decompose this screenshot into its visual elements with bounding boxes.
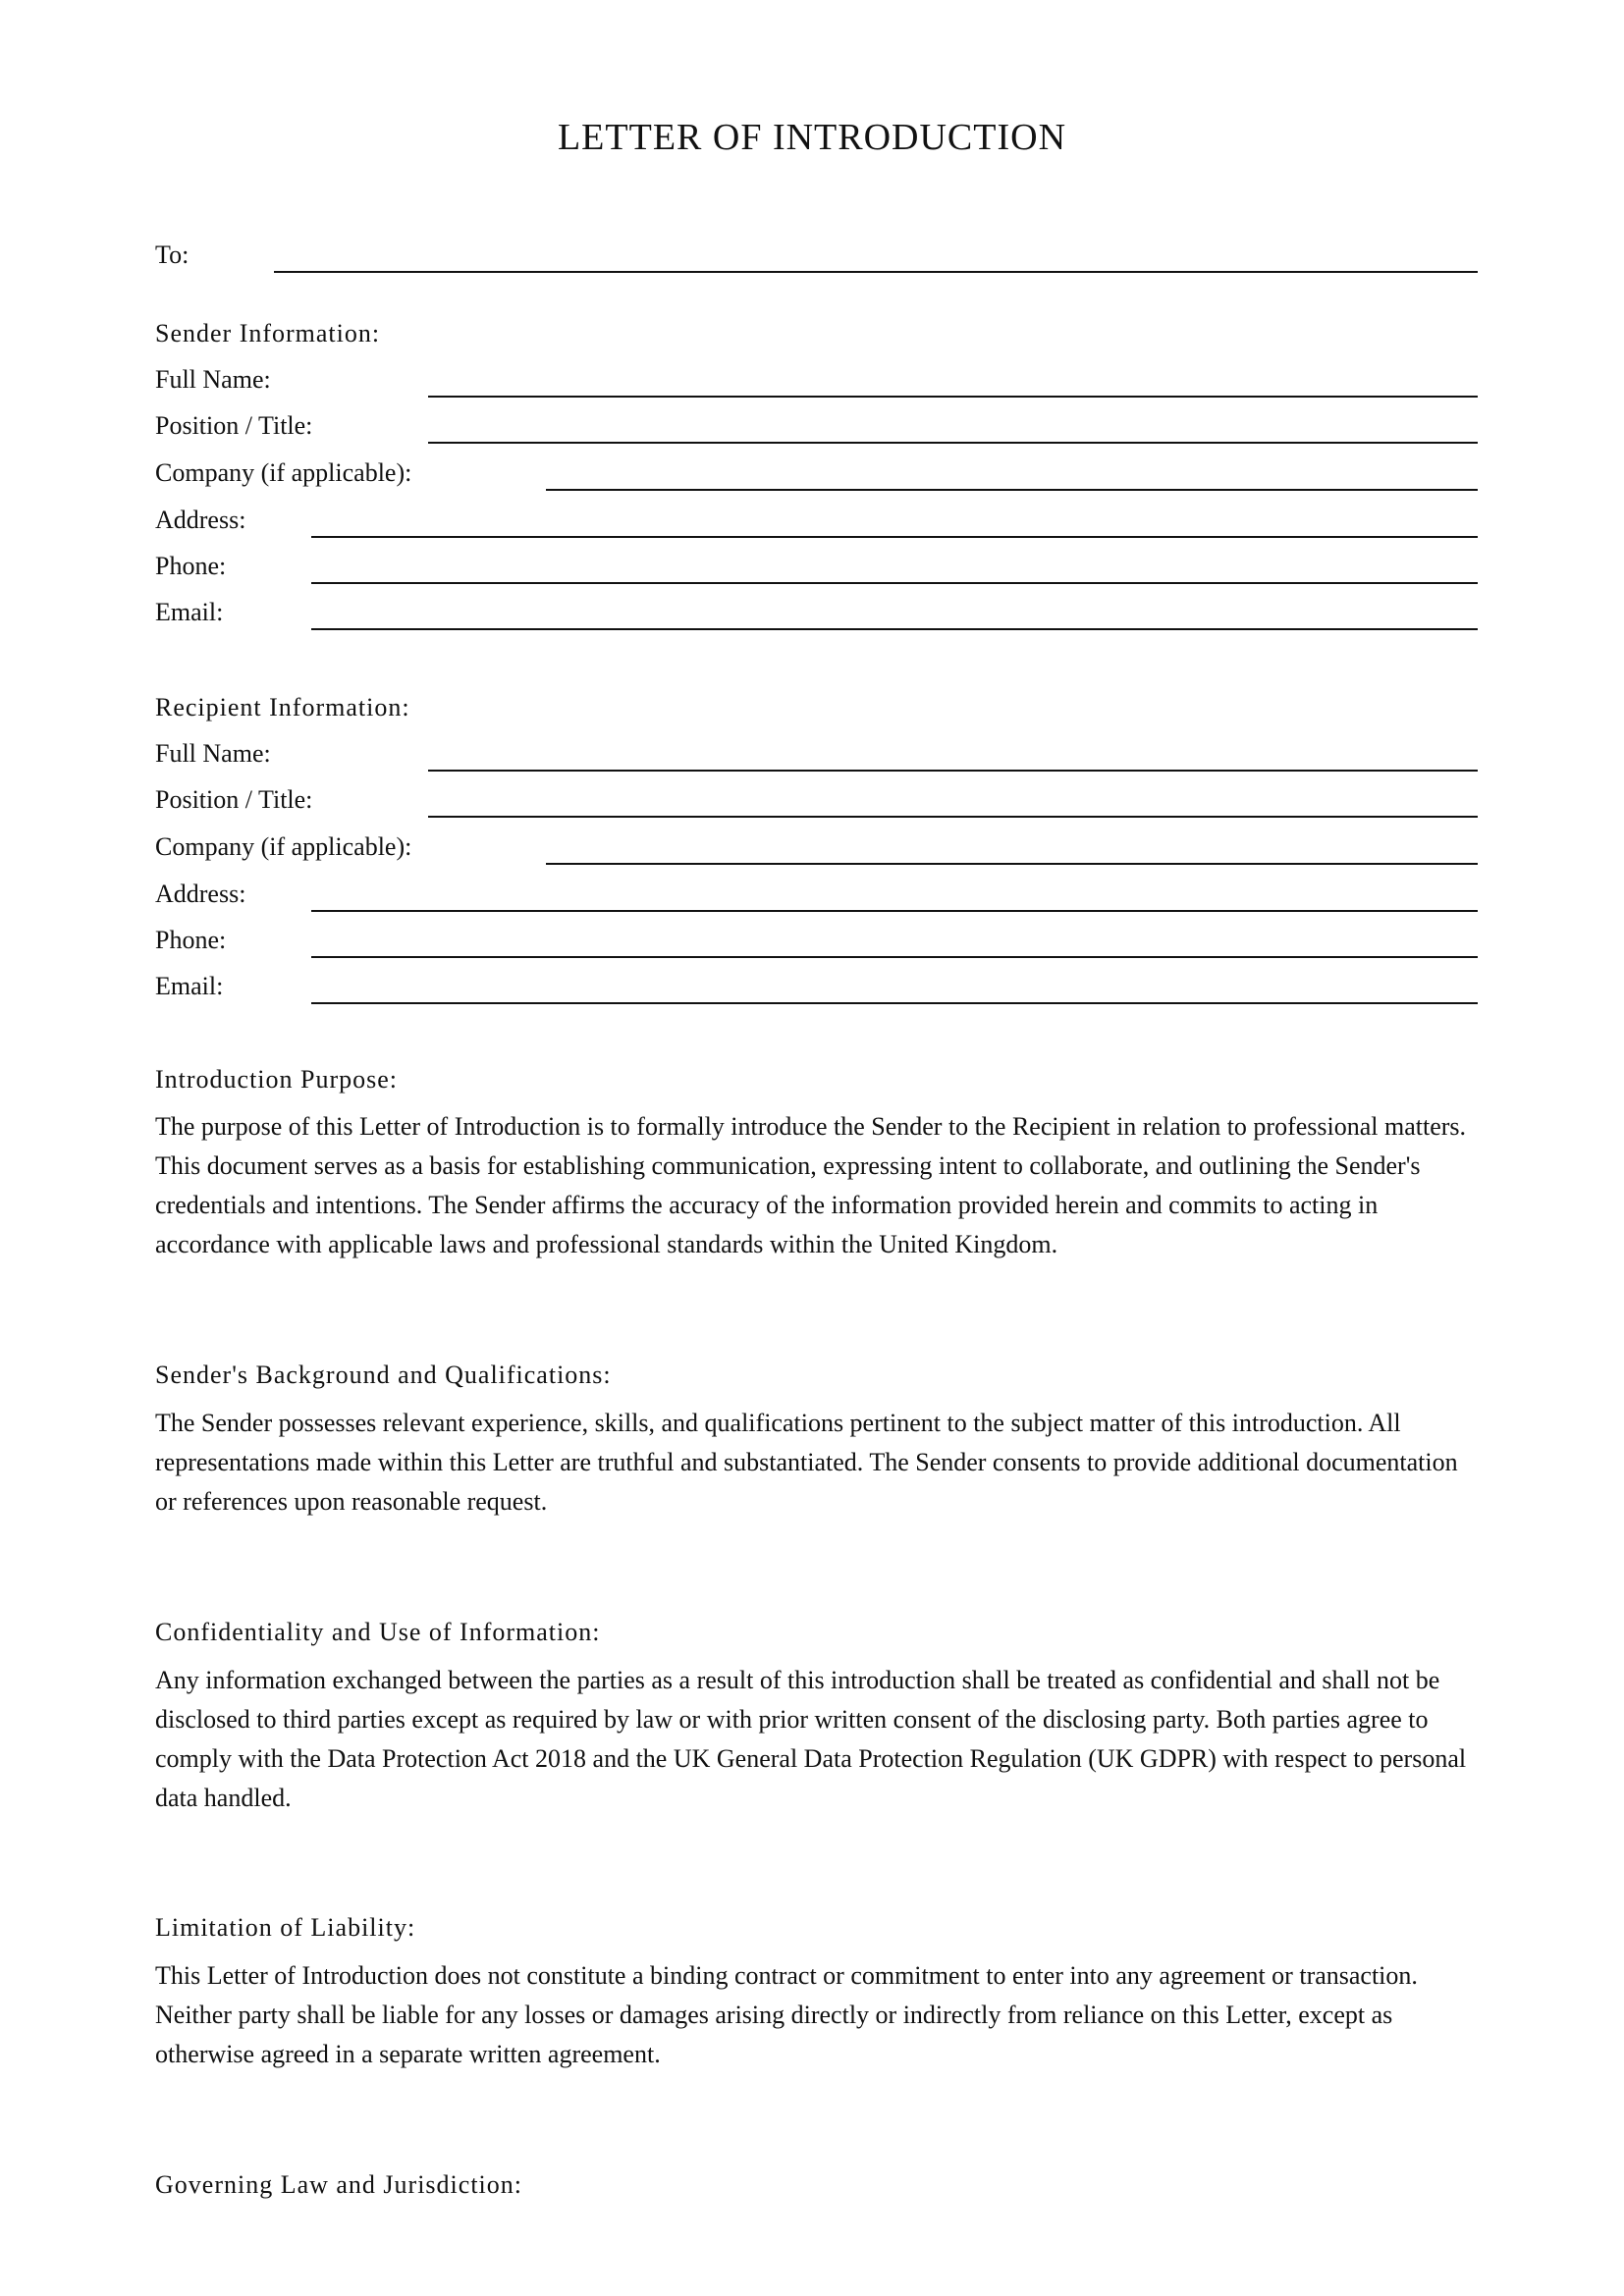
to-label: To: xyxy=(155,240,189,269)
sender-full-name-label: Full Name: xyxy=(155,365,271,394)
recipient-email-field[interactable] xyxy=(155,970,1478,1009)
recipient-address-field[interactable] xyxy=(155,878,1478,917)
sender-email-input-line[interactable] xyxy=(311,628,1478,630)
document-title: LETTER OF INTRODUCTION xyxy=(557,117,1067,158)
recipient-info-heading: Recipient Information: xyxy=(155,693,410,721)
sender-email-field[interactable] xyxy=(155,596,1478,635)
sender-info-heading: Sender Information: xyxy=(155,319,381,347)
recipient-address-label: Address: xyxy=(155,880,246,908)
sender-position-field[interactable] xyxy=(155,409,1478,449)
purpose-paragraph: The purpose of this Letter of Introduction is to formally introduce the Sender to the Recipient in relation to professional matters. This document serves as a basis for establishing communication, expressing intent to collaborate, and outlining the Sender's credentials and intentions. The Sender affirms the accuracy of the information provided herein and commits to acting in accordance with applicable laws and professional standards within the United Kingdom. xyxy=(155,1112,1467,1258)
sender-company-input-line[interactable] xyxy=(546,489,1478,491)
sender-phone-input-line[interactable] xyxy=(311,582,1478,584)
governing-law-heading: Governing Law and Jurisdiction: xyxy=(155,2170,522,2199)
sender-phone-label: Phone: xyxy=(155,552,227,580)
recipient-phone-input-line[interactable] xyxy=(311,956,1478,958)
sender-address-label: Address: xyxy=(155,506,246,534)
recipient-full-name-label: Full Name: xyxy=(155,739,271,768)
to-input-line[interactable] xyxy=(274,271,1478,273)
to-field[interactable] xyxy=(155,239,1478,278)
recipient-phone-label: Phone: xyxy=(155,926,227,954)
recipient-email-input-line[interactable] xyxy=(311,1002,1478,1004)
sender-email-label: Email: xyxy=(155,598,224,626)
purpose-heading: Introduction Purpose: xyxy=(155,1065,399,1094)
liability-heading: Limitation of Liability: xyxy=(155,1913,416,1942)
recipient-position-input-line[interactable] xyxy=(428,816,1478,818)
confidentiality-heading: Confidentiality and Use of Information: xyxy=(155,1618,601,1646)
recipient-address-input-line[interactable] xyxy=(311,910,1478,912)
sender-company-field[interactable] xyxy=(155,456,1478,496)
recipient-phone-field[interactable] xyxy=(155,924,1478,963)
recipient-company-input-line[interactable] xyxy=(546,863,1478,865)
confidentiality-paragraph: Any information exchanged between the parties as a result of this introduction shall be treated as confidential and shall not be disclosed to third parties except as required by law or with prior written consent of the disclosing party. Both parties agree to comply with the Data Protection Act 2018 and the UK General Data Protection Regulation (UK GDPR) with respect to personal data handled. xyxy=(155,1666,1467,1812)
recipient-full-name-field[interactable] xyxy=(155,737,1478,776)
background-paragraph: The Sender possesses relevant experience, skills, and qualifications pertinent to the subject matter of this introduction. All representations made within this Letter are truthful and substantiated. The Sender consents to provide additional documentation or references upon reasonable request. xyxy=(155,1409,1458,1516)
sender-phone-field[interactable] xyxy=(155,550,1478,589)
recipient-email-label: Email: xyxy=(155,972,224,1000)
sender-address-field[interactable] xyxy=(155,504,1478,543)
sender-address-input-line[interactable] xyxy=(311,536,1478,538)
sender-position-label: Position / Title: xyxy=(155,411,313,440)
recipient-position-label: Position / Title: xyxy=(155,785,313,814)
background-heading: Sender's Background and Qualifications: xyxy=(155,1361,612,1389)
recipient-position-field[interactable] xyxy=(155,783,1478,823)
sender-full-name-field[interactable] xyxy=(155,363,1478,402)
sender-company-label: Company (if applicable): xyxy=(155,458,412,487)
sender-position-input-line[interactable] xyxy=(428,442,1478,444)
recipient-company-field[interactable] xyxy=(155,830,1478,870)
recipient-company-label: Company (if applicable): xyxy=(155,832,412,861)
liability-paragraph: This Letter of Introduction does not constitute a binding contract or commitment to enter into any agreement or transaction. Neither party shall be liable for any losses or damages arising directly or indirectly from reliance on this Letter, except as otherwise agreed in a separate written agreement. xyxy=(155,1961,1418,2068)
sender-full-name-input-line[interactable] xyxy=(428,396,1478,398)
recipient-full-name-input-line[interactable] xyxy=(428,770,1478,772)
